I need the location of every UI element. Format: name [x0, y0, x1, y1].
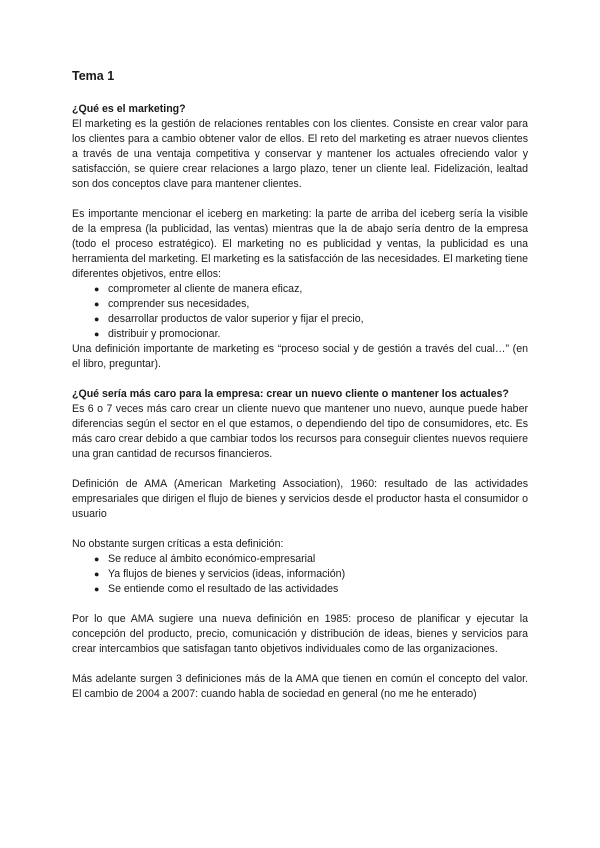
list-item: ● desarrollar productos de valor superior y fijar el precio,: [94, 313, 364, 325]
bullet-icon: ●: [94, 299, 100, 309]
bullet-icon: ●: [94, 584, 100, 594]
paragraph-criticas-intro: No obstante surgen críticas a esta definición:: [72, 538, 284, 550]
paragraph-ama-1960: Definición de AMA (American Marketing Association), 1960: resultado de las actividades empresariales que dirigen el flujo de bienes y servicios desde el productor hasta el consumidor o usuario: [72, 478, 528, 520]
paragraph: Es 6 o 7 veces más caro crear un cliente nuevo que mantener uno nuevo, aunque puede haber diferencias según el sector en el que estamos, o dependiendo del tipo de consumidores, etc. Es más caro crear debido a que cambiar todos los recursos para conseguir clientes nuevos requiere una gran cantidad de recursos financieros.: [72, 403, 528, 460]
list-item: ● distribuir y promocionar.: [94, 328, 221, 340]
list-item: ● Se entiende como el resultado de las actividades: [94, 583, 339, 595]
paragraph: Una definición importante de marketing es “proceso social y de gestión a través del cual…” (en el libro, preguntar).: [72, 343, 528, 370]
page-title: Tema 1: [72, 69, 115, 83]
bullet-icon: ●: [94, 284, 100, 294]
paragraph: El marketing es la gestión de relaciones rentables con los clientes. Consiste en crear valor para los clientes para a cambio obtener valor de ellos. El reto del marketing es atraer nuevos clientes a través de una ventaja competitiva y conservar y mantener los actuales ofreciendo valor y satisfacción, se quiere crear relaciones a largo plazo, tener un cliente leal. Fidelización, lealtad son dos conceptos clave para mantener clientes.: [72, 118, 528, 190]
paragraph: Es importante mencionar el iceberg en marketing: la parte de arriba del iceberg sería la visible de la empresa (la publicidad, las ventas) mientras que la de abajo sería dentro de la empresa (todo el proceso estratégico). El marketing no es publicidad y ventas, la publicidad es una herramienta del marketing. El marketing es la satisfacción de las necesidades. El marketing tiene diferentes objetivos, entre ellos:: [72, 208, 528, 280]
list-item: ● Se reduce al ámbito económico-empresarial: [94, 553, 316, 565]
bullet-icon: ●: [94, 554, 100, 564]
section-heading-cost: ¿Qué sería más caro para la empresa: crear un nuevo cliente o mantener los actuales?: [72, 388, 509, 400]
bullet-list-objectives: [72, 282, 528, 342]
bullet-icon: ●: [94, 329, 100, 339]
bullet-list-criticas: [72, 552, 528, 597]
section-heading-marketing: ¿Qué es el marketing?: [72, 103, 186, 115]
paragraph-ama-1985: Por lo que AMA sugiere una nueva definición en 1985: proceso de planificar y ejecutar la concepción del producto, precio, comunicación y distribución de ideas, bienes y servicios para crear intercambios que satisfagan tanto objetivos individuales como de las organizaciones.: [72, 613, 528, 655]
paragraph-ama-later: Más adelante surgen 3 definiciones más de la AMA que tienen en común el concepto del valor. El cambio de 2004 a 2007: cuando habla de sociedad en general (no me he enterado): [72, 673, 528, 700]
bullet-icon: ●: [94, 569, 100, 579]
document-page: [72, 68, 528, 702]
list-item: ● comprender sus necesidades,: [94, 298, 250, 310]
list-item: ● Ya flujos de bienes y servicios (ideas, información): [94, 568, 346, 580]
list-item: ● comprometer al cliente de manera eficaz,: [94, 283, 303, 295]
bullet-icon: ●: [94, 314, 100, 324]
